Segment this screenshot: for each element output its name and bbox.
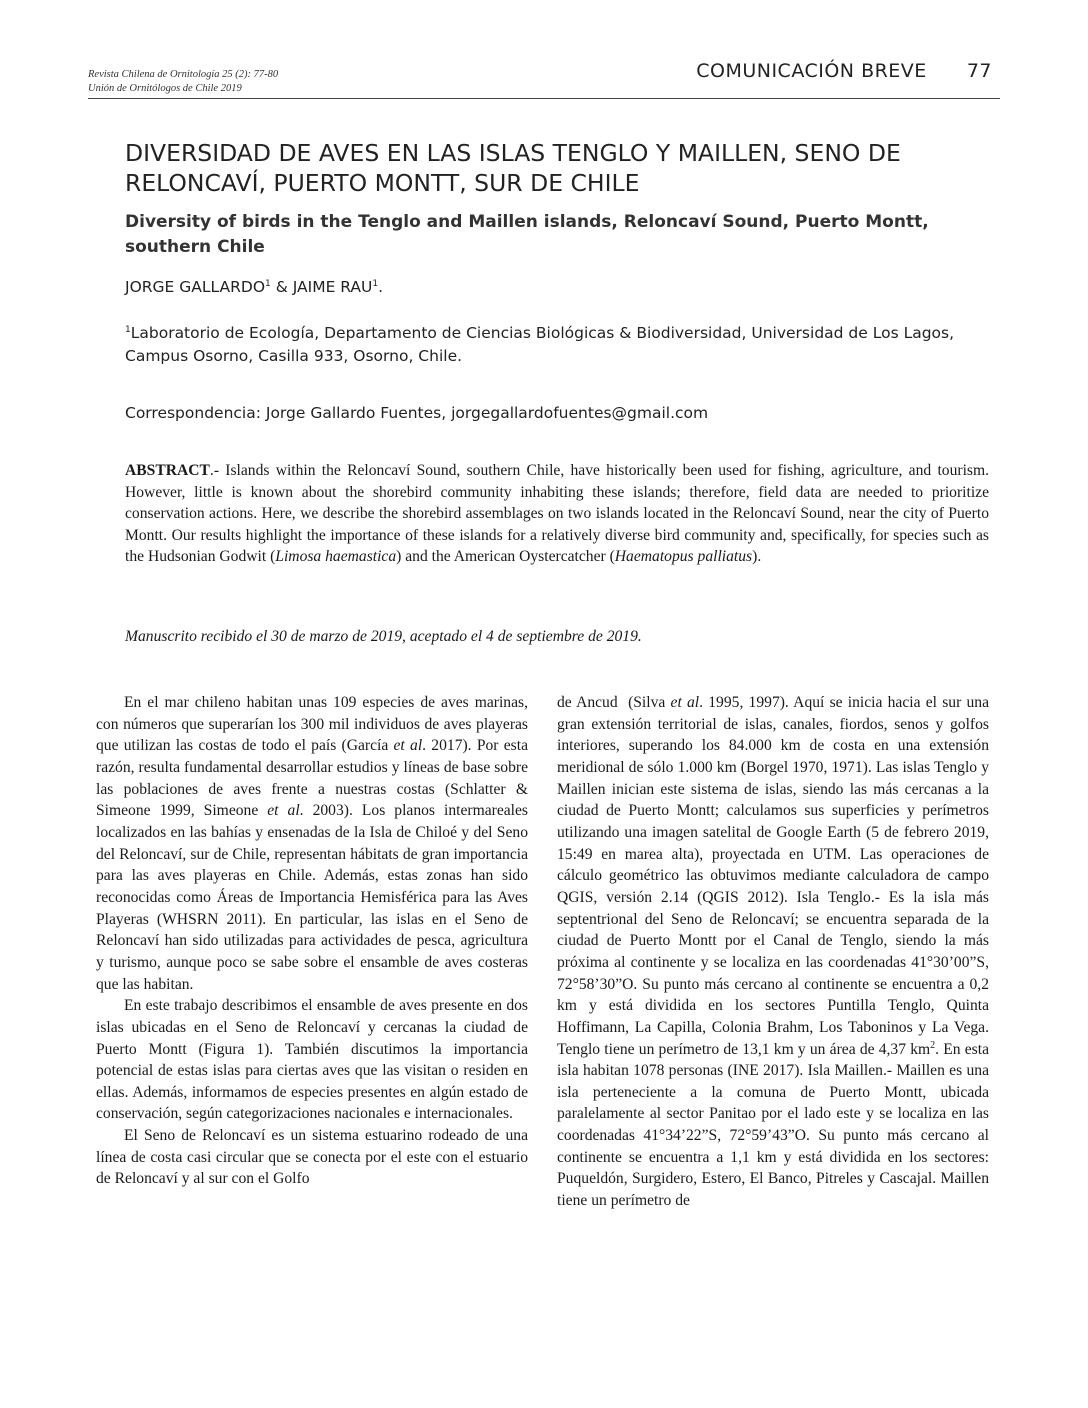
- author-end: .: [378, 278, 384, 296]
- manuscript-dates: Manuscrito recibido el 30 de marzo de 2019, aceptado el 4 de septiembre de 2019.: [125, 628, 642, 645]
- affiliation-text: Laboratorio de Ecología, Departamento de Ciencias Biológicas & Biodiversidad, Universidad de Los Lagos, Campus Osorno, Casilla 933, Osorno, Chile.: [125, 324, 955, 366]
- running-header: [696, 60, 992, 82]
- abstract-text-3: ).: [752, 548, 762, 566]
- species-name-1: Limosa haemastica: [275, 548, 397, 566]
- body-text: . 1995, 1997). Aquí se inicia hacia el sur una gran extensión territorial de islas, canales, fiordos, senos y golfos interiores, superando los 84.000 km de costa en una extensión meridional de sólo 1.000 km (Borgel 1970, 1971). Las islas Tenglo y Maillen inician este sistema de islas, siendo las más cercanas a la ciudad de Puerto Montt; calculamos sus superficies y perímetros utilizando una imagen satelital de Google Earth (5 de febrero 2019, 15:49 en marea alta), proyectada en UTM. Las operaciones de cálculo geométrico las obtuvimos mediante calculadora de campo QGIS, versión 2.14 (QGIS 2012). Isla Tenglo.- Es la isla más septentrional del Seno de Reloncaví; se encuentra separada de la ciudad de Puerto Montt por el Canal de Tenglo, siendo la más próxima al continente y se localiza en las coordenadas 41°30’00”S, 72°58’30”O. Su punto más cercano al continente se encuentra a 0,2 km y está dividida en los sectores Puntilla Tenglo, Quinta Hoffimann, La Capilla, Colonia Brahm, Los Taboninos y La Vega. Tenglo tiene un perímetro de 13,1 km y un área de 4,37 km: [557, 694, 989, 1058]
- body-column-right: [557, 692, 989, 1212]
- author-1-affil: 1: [265, 278, 271, 289]
- body-text: de Ancud (Silva: [557, 694, 671, 711]
- author-2: JAIME RAU: [292, 278, 373, 296]
- body-paragraph-2: En este trabajo describimos el ensamble de aves presente en dos islas ubicadas en el Seno de Reloncaví y cercanas la ciudad de Puerto Montt (Figura 1). También discutimos la importancia potencial de estas islas para ciertas aves que las visitan o residen en ellas. Además, informamos de especies presentes en algún estado de conservación, según categorizaciones nacionales e internacionales.: [96, 997, 528, 1123]
- body-text: En el mar chileno habitan unas 109 especies de aves marinas, con números que superarían los 300 mil individuos de aves playeras que utilizan las costas de todo el país (García: [96, 694, 528, 755]
- abstract-label: ABSTRACT: [125, 462, 210, 479]
- correspondence: Correspondencia: Jorge Gallardo Fuentes, jorgegallardofuentes@gmail.com: [125, 404, 709, 422]
- superscript: 2: [930, 1039, 936, 1051]
- affiliation: [125, 319, 975, 368]
- author-list: [125, 278, 383, 296]
- journal-citation: [88, 68, 278, 96]
- et-al: et al: [670, 694, 700, 711]
- author-2-affil: 1: [372, 278, 379, 289]
- et-al: et al: [267, 802, 300, 820]
- body-paragraph-continued: [557, 692, 989, 1212]
- abstract-text-1: .- Islands within the Reloncaví Sound, southern Chile, have historically been used for fishing, agriculture, and tourism. However, little is known about the shorebird community inhabiting these islands; therefore, field data are needed to prioritize conservation actions. Here, we describe the shorebird assemblages on two islands located in the Reloncaví Sound, near the city of Puerto Montt. Our results highlight the importance of these islands for a relatively diverse bird community and, specifically, for species such as the Hudsonian Godwit (: [125, 462, 989, 566]
- species-name-2: Haematopus palliatus: [614, 548, 753, 566]
- author-separator: &: [270, 278, 293, 296]
- journal-line-2: Unión de Ornitólogos de Chile 2019: [88, 83, 242, 94]
- body-text: . En esta isla habitan 1078 personas (INE 2017). Isla Maillen.- Maillen es una isla perteneciente a la comuna de Puerto Montt, ubicada paralelamente al sector Panitao por el lado este y se localiza en las coordenadas 41°34’22”S, 72°59’43”O. Su punto más cercano al continente se encuentra a 1,1 km y está dividida en los sectores: Puqueldón, Surgidero, Estero, El Banco, Pitreles y Cascajal. Maillen tiene un perímetro de: [557, 1040, 989, 1210]
- journal-line-1: Revista Chilena de Ornitología 25 (2): 77-80: [88, 69, 279, 80]
- page-number: 77: [966, 60, 992, 82]
- affiliation-marker: 1: [125, 325, 131, 335]
- article-subtitle: Diversity of birds in the Tenglo and Maillen islands, Reloncaví Sound, Puerto Montt, southern Chile: [125, 212, 929, 257]
- abstract-text-2: ) and the American Oystercatcher (: [396, 548, 615, 566]
- body-text: . 2003). Los planos intermareales localizados en las bahías y ensenadas de la Isla de Chiloé y del Seno del Reloncaví, sur de Chile, representan hábitats de gran importancia para las aves playeras en Chile. Además, estas zonas han sido reconocidas como Áreas de Importancia Hemisférica para las Aves Playeras (WHSRN 2011). En particular, las islas en el Seno de Reloncaví han sido utilizadas para actividades de pesca, agricultura y turismo, aunque poco se sabe sobre el ensamble de aves costeras que las habitan.: [96, 802, 528, 993]
- body-paragraph-1: [96, 692, 528, 995]
- abstract: [125, 460, 989, 568]
- body-column-left: [96, 692, 528, 1190]
- body-paragraph-3: El Seno de Reloncaví es un sistema estuarino rodeado de una línea de costa casi circular que se conecta por el este con el estuario de Reloncaví y al sur con el Golfo: [96, 1127, 528, 1188]
- author-1: JORGE GALLARDO: [125, 278, 266, 296]
- et-al: et al: [393, 737, 423, 755]
- section-label: COMUNICACIÓN BREVE: [696, 60, 927, 82]
- body-text: . 2017). Por esta razón, resulta fundamental desarrollar estudios y líneas de base sobre las poblaciones de aves frente a nuestras costas (Schlatter & Simeone 1999, Simeone: [96, 737, 528, 820]
- article-title: DIVERSIDAD DE AVES EN LAS ISLAS TENGLO Y MAILLEN, SENO DE RELONCAVÍ, PUERTO MONTT, SUR DE CHILE: [125, 139, 901, 197]
- header-rule: [88, 98, 1000, 99]
